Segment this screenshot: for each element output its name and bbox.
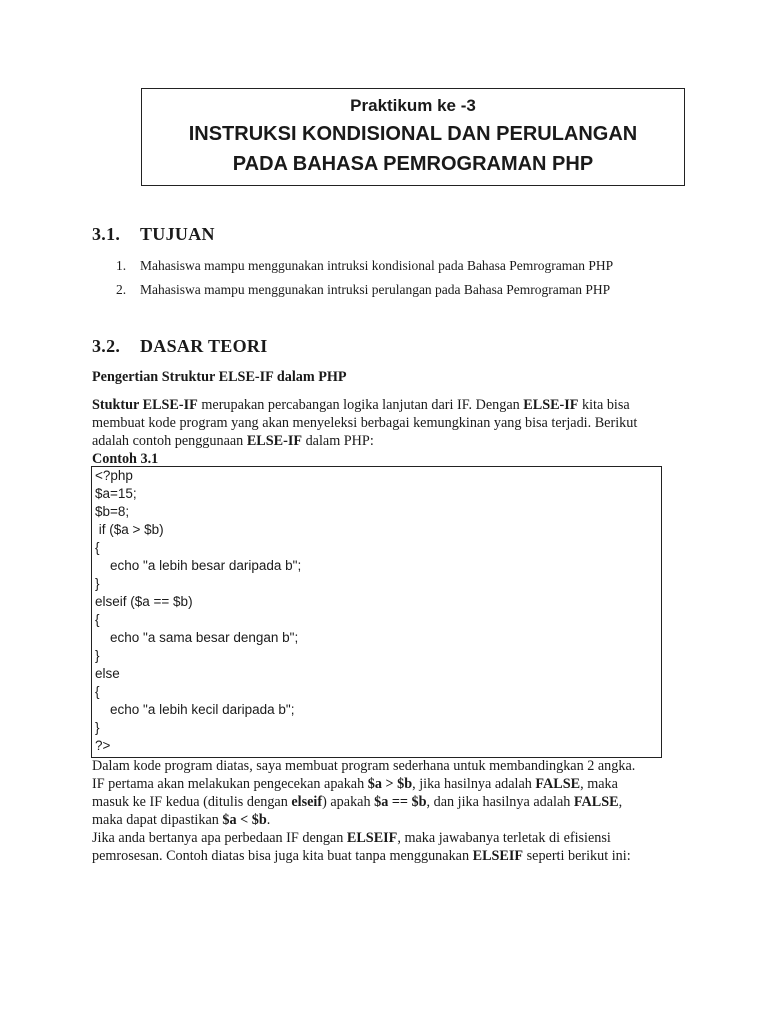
list-number: 2. (116, 282, 127, 297)
code-line: echo "a sama besar dengan b"; (95, 630, 299, 645)
subheading: Pengertian Struktur ELSE-IF dalam PHP (92, 369, 347, 385)
code-line: echo "a lebih kecil daripada b"; (95, 702, 295, 717)
explain-line-5: Jika anda bertanya apa perbedaan IF dengan ELSEIF, maka jawabanya terletak di efisiensi (92, 830, 611, 846)
title-box (141, 88, 685, 186)
code-line: $a=15; (95, 486, 137, 501)
intro-line-3: adalah contoh penggunaan ELSE-IF dalam PHP: (92, 433, 374, 449)
code-line: elseif ($a == $b) (95, 594, 193, 609)
code-line: { (95, 684, 100, 699)
explain-line-2: IF pertama akan melakukan pengecekan apakah $a > $b, jika hasilnya adalah FALSE, maka (92, 776, 618, 792)
list-item (116, 282, 610, 298)
code-line: } (95, 576, 100, 591)
title-line-1: INSTRUKSI KONDISIONAL DAN PERULANGAN (188, 123, 638, 145)
code-line: } (95, 648, 100, 663)
explain-line-3: masuk ke IF kedua (ditulis dengan elseif) apakah $a == $b, dan jika hasilnya adalah FALSE, (92, 794, 623, 810)
title-line-2: PADA BAHASA PEMROGRAMAN PHP (232, 153, 594, 175)
example-label: Contoh 3.1 (92, 451, 159, 467)
code-line: if ($a > $b) (95, 522, 164, 537)
code-line: else (95, 666, 120, 681)
section-title: DASAR TEORI (140, 336, 268, 356)
code-line: } (95, 720, 100, 735)
section-heading-dasar-teori (92, 336, 268, 357)
code-line: <?php (95, 468, 133, 483)
explain-line-4: maka dapat dipastikan $a < $b. (92, 812, 271, 828)
explain-line-1: Dalam kode program diatas, saya membuat program sederhana untuk membandingkan 2 angka. (92, 758, 636, 774)
code-line: $b=8; (95, 504, 130, 519)
section-title: TUJUAN (140, 224, 215, 244)
intro-line-2: membuat kode program yang akan menyeleksi berbagai kemungkinan yang bisa terjadi. Berikut (92, 415, 638, 431)
practicum-subtitle: Praktikum ke -3 (350, 96, 476, 115)
code-line: { (95, 612, 100, 627)
section-number: 3.1. (92, 224, 121, 244)
list-item (116, 258, 613, 274)
list-text: Mahasiswa mampu menggunakan intruksi perulangan pada Bahasa Pemrograman PHP (140, 282, 611, 297)
section-heading-tujuan (92, 224, 215, 245)
code-line: { (95, 540, 100, 555)
code-line: ?> (95, 738, 111, 753)
list-text: Mahasiswa mampu menggunakan intruksi kondisional pada Bahasa Pemrograman PHP (140, 258, 614, 273)
code-block (91, 466, 662, 758)
section-number: 3.2. (92, 336, 121, 356)
intro-line-1: Stuktur ELSE-IF merupakan percabangan logika lanjutan dari IF. Dengan ELSE-IF kita bisa (92, 397, 630, 413)
code-line: echo "a lebih besar daripada b"; (95, 558, 302, 573)
list-number: 1. (116, 258, 127, 273)
explain-line-6: pemrosesan. Contoh diatas bisa juga kita buat tanpa menggunakan ELSEIF seperti berikut ini: (92, 848, 631, 864)
